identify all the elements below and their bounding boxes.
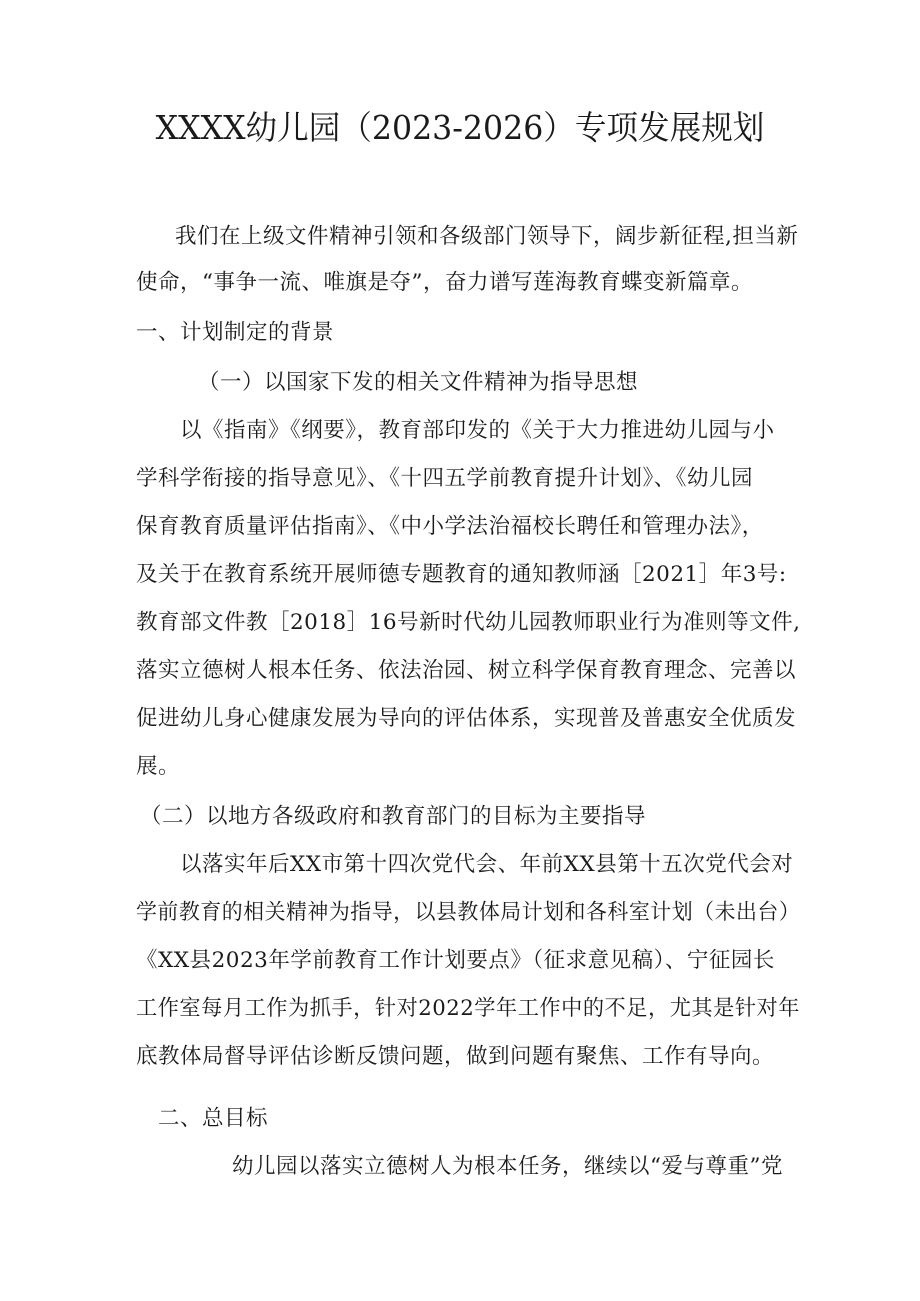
subsection1-line-4: 及关于在教育系统开展师德专题教育的通知教师涵［2021］年3号: xyxy=(136,562,787,587)
intro-line-1: 我们在上级文件精神引领和各级部门领导下，阔步新征程,担当新 xyxy=(175,224,799,249)
section1-heading: 一、计划制定的背景 xyxy=(136,320,335,345)
section2-heading: 二、总目标 xyxy=(158,1106,269,1131)
subsection2-heading: （二）以地方各级政府和教育部门的目标为主要指导 xyxy=(140,804,647,829)
subsection1-line-6: 落实立德树人根本任务、依法治园、树立科学保育教育理念、完善以 xyxy=(136,658,797,683)
subsection2-line-5: 底教体局督导评估诊断反馈问题，做到问题有聚焦、工作有导向。 xyxy=(136,1044,775,1069)
subsection1-heading: （一）以国家下发的相关文件精神为指导思想 xyxy=(198,370,639,395)
section2-line-1: 幼儿园以落实立德树人为根本任务，继续以“爱与尊重”党 xyxy=(232,1154,783,1179)
subsection2-line-2: 学前教育的相关精神为指导，以县教体局计划和各科室计划（未出台） xyxy=(136,900,801,925)
subsection2-line-4: 工作室每月工作为抓手，针对2022学年工作中的不足，尤其是针对年 xyxy=(136,996,800,1021)
subsection2-line-1: 以落实年后XX市第十四次党代会、年前XX县第十五次党代会对 xyxy=(180,852,794,877)
subsection1-line-8: 展。 xyxy=(136,754,181,779)
subsection1-line-7: 促进幼儿身心健康发展为导向的评估体系，实现普及普惠安全优质发 xyxy=(136,706,797,731)
subsection2-line-3: 《XX县2023年学前教育工作计划要点》（征求意见稿）、宁征园长 xyxy=(136,948,775,973)
subsection1-line-5: 教育部文件教［2018］16号新时代幼儿园教师职业行为准则等文件, xyxy=(136,610,801,635)
subsection1-line-2: 学科学衔接的指导意见》、《十四五学前教育提升计划》、《幼儿园 xyxy=(136,466,754,491)
document-title: XXXX幼儿园（2023-2026）专项发展规划 xyxy=(155,108,765,147)
intro-line-2: 使命，“事争一流、唯旗是夺”，奋力谱写莲海教育蝶变新篇章。 xyxy=(136,270,753,295)
subsection1-line-1: 以《指南》《纲要》，教育部印发的《关于大力推进幼儿园与小 xyxy=(180,418,775,443)
subsection1-line-3: 保育教育质量评估指南》、《中小学法治福校长聘任和管理办法》， xyxy=(136,514,764,539)
